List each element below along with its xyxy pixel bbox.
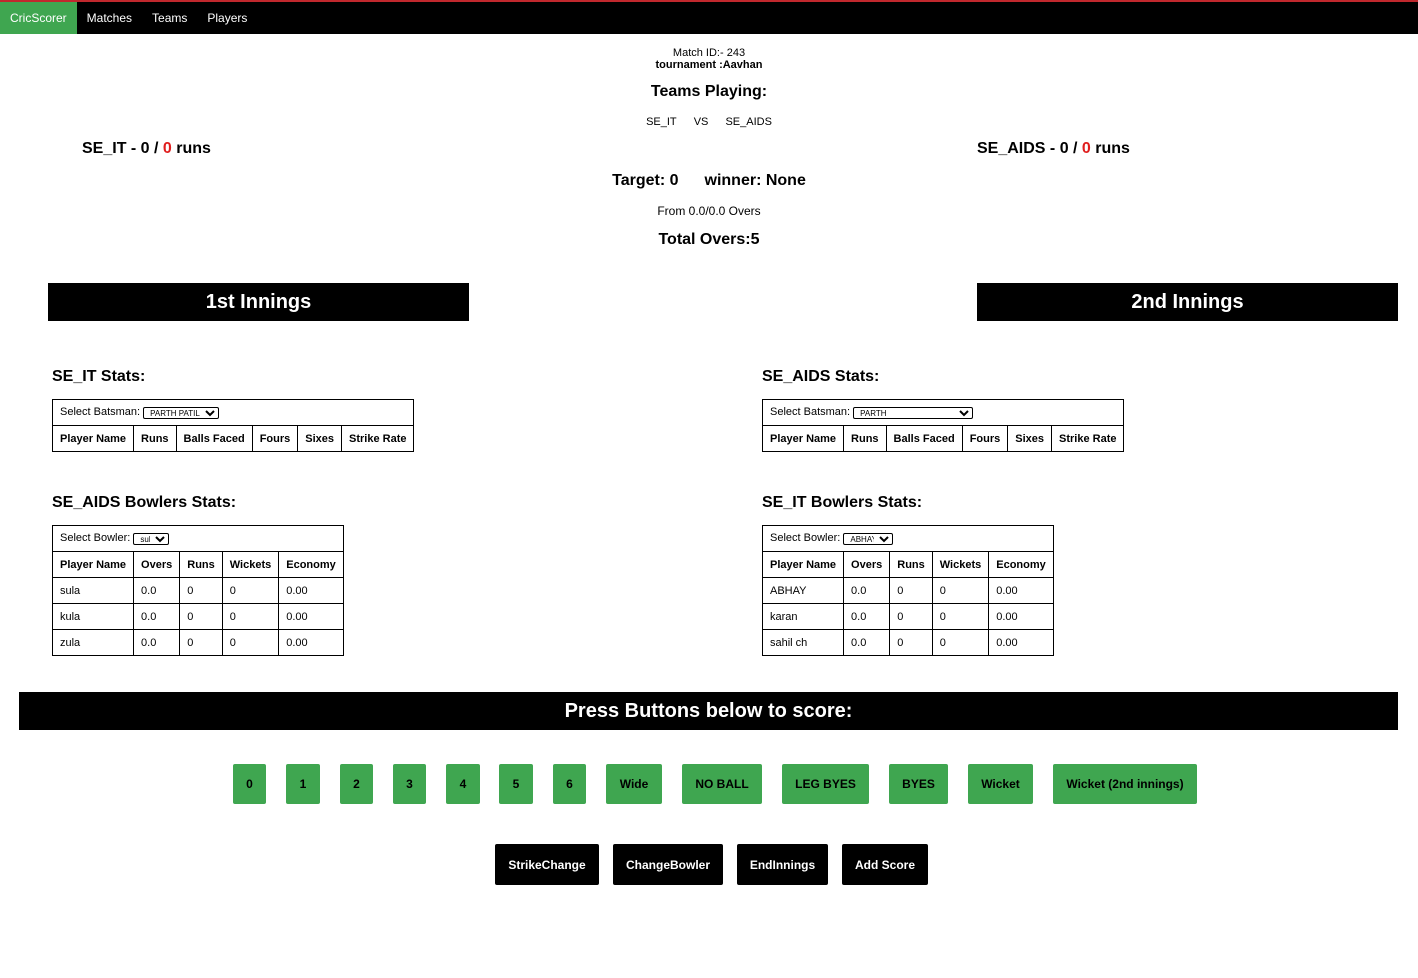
batting-stats-table-right	[762, 399, 1124, 452]
table-cell: 0.0	[134, 578, 180, 604]
column-header: Economy	[989, 552, 1054, 578]
score-5-button[interactable]: 5	[499, 764, 533, 804]
batsman-select-left[interactable]	[143, 407, 219, 419]
bowler-select-cell-right	[763, 526, 1054, 552]
bowling-stats-title-right: SE_IT Bowlers Stats:	[762, 494, 923, 511]
top-navbar	[0, 0, 1418, 34]
batting-stats-title-left: SE_IT Stats:	[52, 368, 146, 385]
table-cell: sula	[53, 578, 134, 604]
table-cell: zula	[53, 630, 134, 656]
score-2-button[interactable]: 2	[340, 764, 373, 804]
table-row	[53, 630, 344, 656]
column-header: Wickets	[932, 552, 988, 578]
table-cell: 0	[222, 604, 278, 630]
column-header: Player Name	[763, 426, 844, 452]
table-row	[763, 604, 1054, 630]
nav-brand-cricscorer[interactable]: CricScorer	[0, 2, 77, 34]
end-innings-button[interactable]: EndInnings	[737, 844, 828, 885]
table-cell: 0	[890, 578, 933, 604]
column-header: Economy	[279, 552, 344, 578]
bowler-select-cell-left	[53, 526, 344, 552]
strike-change-button[interactable]: StrikeChange	[495, 844, 599, 885]
column-header: Fours	[252, 426, 298, 452]
column-header: Runs	[134, 426, 177, 452]
column-header: Sixes	[1008, 426, 1052, 452]
no-ball-button[interactable]: NO BALL	[682, 764, 762, 804]
table-cell: 0.00	[279, 578, 344, 604]
batting-stats-title-right: SE_AIDS Stats:	[762, 368, 880, 385]
column-header: Wickets	[222, 552, 278, 578]
select-bowler-label-right: Select Bowler:	[770, 532, 841, 545]
table-cell: 0	[180, 630, 223, 656]
team2-score-suffix: runs	[1090, 140, 1130, 157]
match-id: Match ID:- 243	[672, 47, 746, 59]
total-overs-text: Total Overs:5	[658, 231, 760, 248]
overs-from-text: From 0.0/0.0 Overs	[657, 204, 761, 218]
column-header: Runs	[890, 552, 933, 578]
table-cell: karan	[763, 604, 844, 630]
select-bowler-label-left: Select Bowler:	[60, 532, 131, 545]
wicket-button[interactable]: Wicket	[968, 764, 1033, 804]
nav-item-players[interactable]: Players	[207, 11, 248, 25]
teams-playing-heading: Teams Playing:	[650, 83, 768, 100]
score-4-button[interactable]: 4	[446, 764, 480, 804]
winner-text: winner: None	[704, 172, 806, 189]
table-cell: 0.00	[989, 604, 1054, 630]
table-row	[763, 630, 1054, 656]
second-innings-banner: 2nd Innings	[977, 283, 1398, 321]
team1-score-prefix: SE_IT - 0 /	[82, 140, 163, 157]
column-header: Player Name	[53, 426, 134, 452]
nav-item-teams[interactable]: Teams	[152, 11, 188, 25]
batsman-select-cell-right	[763, 400, 1124, 426]
table-cell: 0	[890, 604, 933, 630]
first-innings-banner: 1st Innings	[48, 283, 469, 321]
leg-byes-button[interactable]: LEG BYES	[782, 764, 869, 804]
table-row	[763, 578, 1054, 604]
table-cell: 0.0	[844, 630, 890, 656]
column-header: Player Name	[763, 552, 844, 578]
table-cell: 0	[932, 604, 988, 630]
team2-score-prefix: SE_AIDS - 0 /	[977, 140, 1082, 157]
batsman-select-right[interactable]	[853, 407, 973, 419]
column-header: Overs	[844, 552, 890, 578]
tournament-name: tournament :Aavhan	[655, 59, 763, 71]
team1-name: SE_IT	[646, 116, 677, 128]
bowler-select-left[interactable]	[133, 533, 169, 545]
table-cell: 0	[180, 578, 223, 604]
column-header: Overs	[134, 552, 180, 578]
table-cell: 0.0	[134, 604, 180, 630]
change-bowler-button[interactable]: ChangeBowler	[613, 844, 723, 885]
table-cell: kula	[53, 604, 134, 630]
teams-vs-line	[0, 116, 1418, 128]
table-cell: 0	[890, 630, 933, 656]
scoring-instructions-banner: Press Buttons below to score:	[19, 692, 1398, 730]
team1-score-wickets: 0	[162, 140, 172, 157]
column-header: Fours	[962, 426, 1008, 452]
column-header: Balls Faced	[886, 426, 962, 452]
score-1-button[interactable]: 1	[286, 764, 320, 804]
bowling-stats-title-left: SE_AIDS Bowlers Stats:	[52, 494, 237, 511]
table-cell: 0	[932, 630, 988, 656]
wicket-2nd-innings-button[interactable]: Wicket (2nd innings)	[1053, 764, 1197, 804]
score-3-button[interactable]: 3	[393, 764, 426, 804]
batsman-select-cell-left	[53, 400, 414, 426]
bowler-select-right[interactable]	[843, 533, 893, 545]
table-row	[53, 604, 344, 630]
team1-score-suffix: runs	[171, 140, 211, 157]
table-cell: 0	[932, 578, 988, 604]
table-cell: 0.00	[279, 604, 344, 630]
nav-item-matches[interactable]: Matches	[86, 11, 133, 25]
table-cell: 0	[222, 630, 278, 656]
table-cell: 0	[180, 604, 223, 630]
score-6-button[interactable]: 6	[553, 764, 586, 804]
column-header: Strike Rate	[1052, 426, 1124, 452]
table-cell: 0	[222, 578, 278, 604]
column-header: Balls Faced	[176, 426, 252, 452]
column-header: Runs	[844, 426, 887, 452]
table-cell: 0.00	[989, 630, 1054, 656]
vs-label: VS	[693, 116, 709, 128]
table-cell: sahil ch	[763, 630, 844, 656]
target-text: Target: 0	[612, 172, 679, 189]
team1-score	[82, 140, 211, 158]
column-header: Sixes	[298, 426, 342, 452]
add-score-button[interactable]: Add Score	[842, 844, 928, 885]
table-cell: ABHAY	[763, 578, 844, 604]
table-cell: 0.00	[279, 630, 344, 656]
table-cell: 0.00	[989, 578, 1054, 604]
select-batsman-label-right: Select Batsman:	[770, 406, 851, 419]
team2-score	[977, 140, 1130, 158]
column-header: Runs	[180, 552, 223, 578]
score-0-button[interactable]: 0	[233, 764, 266, 804]
table-cell: 0.0	[844, 604, 890, 630]
table-cell: 0.0	[134, 630, 180, 656]
bowling-stats-table-right	[762, 525, 1054, 656]
column-header: Player Name	[53, 552, 134, 578]
byes-button[interactable]: BYES	[889, 764, 948, 804]
table-cell: 0.0	[844, 578, 890, 604]
table-row	[53, 578, 344, 604]
wide-button[interactable]: Wide	[606, 764, 662, 804]
select-batsman-label-left: Select Batsman:	[60, 406, 141, 419]
column-header: Strike Rate	[342, 426, 414, 452]
team2-score-wickets: 0	[1081, 140, 1091, 157]
target-winner-line	[0, 172, 1418, 190]
batting-stats-table-left	[52, 399, 414, 452]
team2-name: SE_AIDS	[725, 116, 772, 128]
bowling-stats-table-left	[52, 525, 344, 656]
